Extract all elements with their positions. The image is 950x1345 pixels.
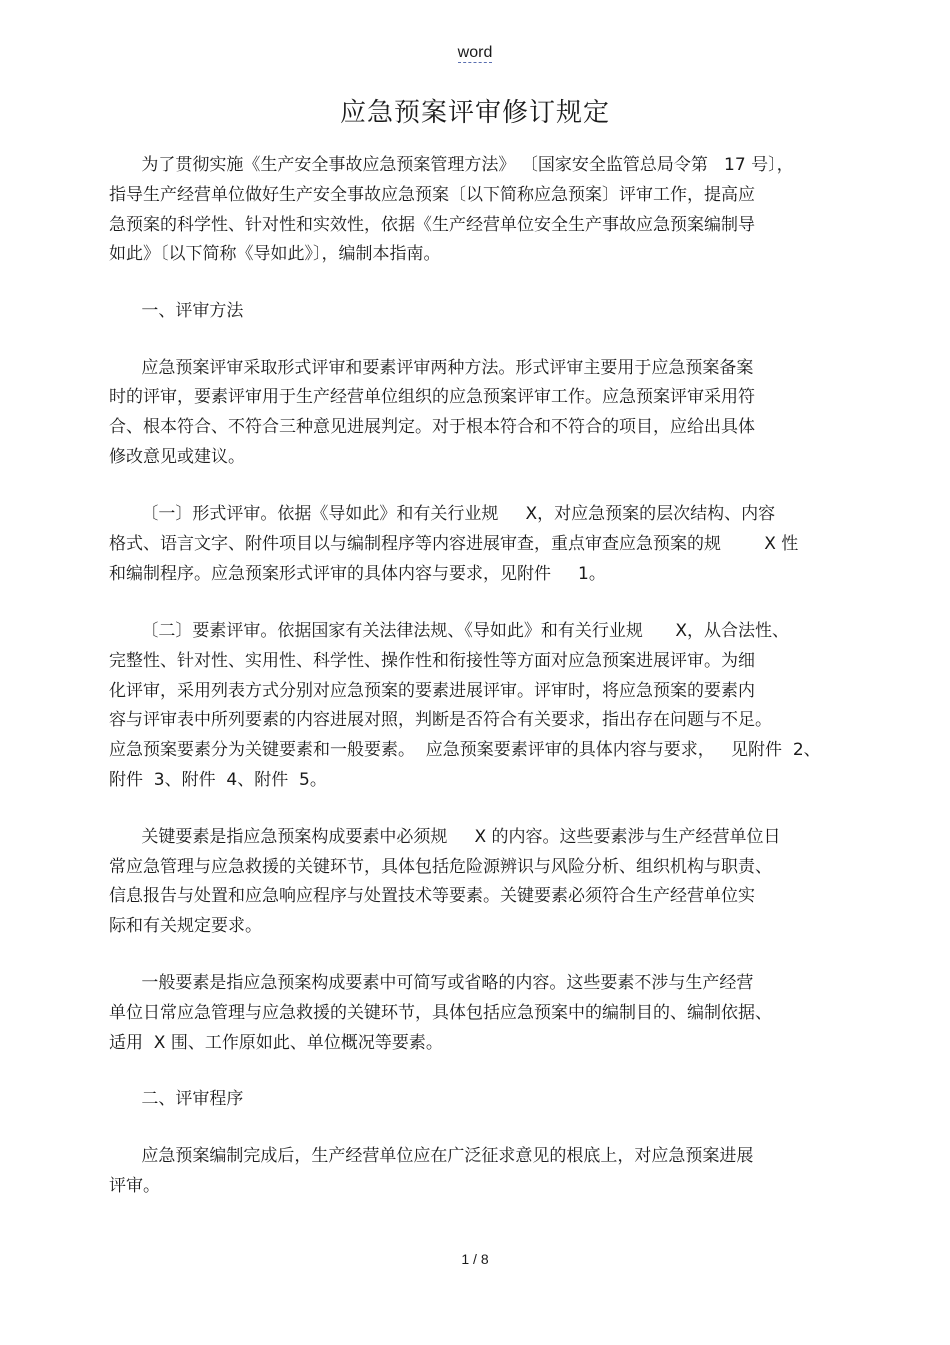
paragraph-line: 和编制程序。应急预案形式评审的具体内容与要求，见附件 1。 (109, 564, 606, 584)
page-number: 1 / 8 (461, 1251, 489, 1267)
document-title: 应急预案评审修订规定 (339, 98, 610, 128)
paragraph-line: 指导生产经营单位做好生产安全事故应急预案〔以下简称应急预案〕评审工作，提高应 (109, 185, 755, 205)
paragraph-line: 容与评审表中所列要素的内容进展对照，判断是否符合有关要求，指出存在问题与不足。 (109, 710, 772, 730)
paragraph-line: 应急预案要素分为关键要素和一般要素。 应急预案要素评审的具体内容与要求， 见附件 2、 (109, 740, 821, 760)
paragraph-line: 应急预案编制完成后，生产经营单位应在广泛征求意见的根底上，对应急预案进展 (109, 1146, 754, 1166)
paragraph-line: 评审。 (109, 1176, 160, 1196)
paragraph-line: 际和有关规定要求。 (109, 916, 262, 936)
page-header (0, 44, 950, 62)
paragraph-line: 信息报告与处置和应急响应程序与处置技术等要素。关键要素必须符合生产经营单位实 (109, 886, 755, 906)
section-heading: 二、评审程序 (109, 1089, 244, 1109)
paragraph-line: 为了贯彻实施《生产安全事故应急预案管理方法》 〔国家安全监管总局令第 17 号〕， (109, 155, 794, 175)
paragraph-line: 时的评审，要素评审用于生产经营单位组织的应急预案评审工作。应急预案评审采用符 (109, 387, 755, 407)
paragraph-line: 常应急管理与应急救援的关键环节，具体包括危险源辨识与风险分析、组织机构与职责、 (109, 857, 772, 877)
paragraph-line: 〔二〕要素评审。依据国家有关法律法规、《导如此》和有关行业规 X，从合法性、 (109, 621, 789, 641)
paragraph-line: 如此》〔以下简称《导如此》〕，编制本指南。 (109, 244, 441, 264)
paragraph-line: 〔一〕形式评审。依据《导如此》和有关行业规 X，对应急预案的层次结构、内容 (109, 504, 776, 524)
paragraph-line: 单位日常应急管理与应急救援的关键环节，具体包括应急预案中的编制目的、编制依据、 (109, 1003, 772, 1023)
paragraph-line: 化评审，采用列表方式分别对应急预案的要素进展评审。评审时，将应急预案的要素内 (109, 681, 755, 701)
paragraph-line: 合、根本符合、不符合三种意见进展判定。对于根本符合和不符合的项目，应给出具体 (109, 417, 755, 437)
header-word-label: word (457, 44, 493, 61)
paragraph-line: 完整性、针对性、实用性、科学性、操作性和衔接性等方面对应急预案进展评审。为细 (109, 651, 755, 671)
paragraph-line: 格式、语言文字、附件项目以与编制程序等内容进展审查，重点审查应急预案的规 X 性 (109, 534, 799, 554)
paragraph-line: 急预案的科学性、针对性和实效性，依据《生产经营单位安全生产事故应急预案编制导 (109, 215, 755, 235)
paragraph-line: 一般要素是指应急预案构成要素中可简写或省略的内容。这些要素不涉与生产经营 (109, 973, 754, 993)
paragraph-line: 适用 X 围、工作原如此、单位概况等要素。 (109, 1033, 443, 1053)
paragraph-line: 附件 3、附件 4、附件 5。 (109, 770, 327, 790)
section-heading: 一、评审方法 (109, 301, 244, 321)
paragraph-line: 应急预案评审采取形式评审和要素评审两种方法。形式评审主要用于应急预案备案 (109, 358, 754, 378)
paragraph-line: 修改意见或建议。 (109, 447, 245, 467)
paragraph-line: 关键要素是指应急预案构成要素中必须规 X 的内容。这些要素涉与生产经营单位日 (109, 827, 781, 847)
